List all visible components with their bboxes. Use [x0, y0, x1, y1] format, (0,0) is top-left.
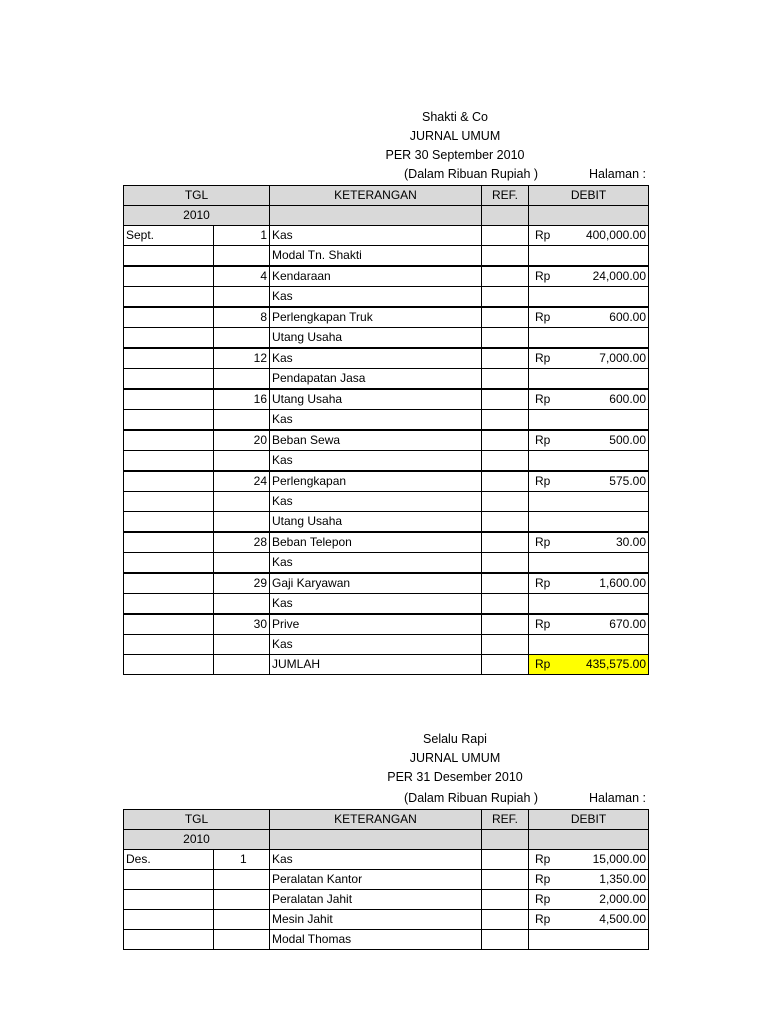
ref-cell [482, 930, 529, 950]
day-cell: 4 [214, 266, 270, 287]
col-header-tgl: TGL [124, 186, 270, 206]
month-cell [124, 930, 214, 950]
journal2-table [123, 809, 649, 950]
col-header-ref: REF. [482, 186, 529, 206]
month-cell [124, 870, 214, 890]
day-cell [214, 594, 270, 615]
account-cell: Kas [270, 635, 482, 655]
empty-cell [482, 206, 529, 226]
account-cell: Prive [270, 614, 482, 635]
table-row [124, 573, 649, 594]
currency-cell: Rp [529, 226, 569, 246]
month-cell [124, 635, 214, 655]
year-cell: 2010 [124, 830, 270, 850]
table-row [124, 287, 649, 308]
col-header-ref: REF. [482, 810, 529, 830]
table-row [124, 246, 649, 267]
table-row [124, 532, 649, 553]
table-row [124, 328, 649, 349]
day-cell: 16 [214, 389, 270, 410]
year-row [124, 206, 649, 226]
company-name: Selalu Rapi [423, 732, 487, 746]
debit-amount-cell: 400,000.00 [569, 226, 649, 246]
day-cell [214, 890, 270, 910]
table-row [124, 890, 649, 910]
debit-amount-cell: 1,600.00 [569, 573, 649, 594]
journal-period: PER 31 Desember 2010 [387, 770, 523, 784]
currency-cell: Rp [529, 389, 569, 410]
table-row [124, 553, 649, 574]
ref-cell [482, 328, 529, 349]
day-cell [214, 369, 270, 390]
day-cell: 29 [214, 573, 270, 594]
debit-amount-cell: 1,350.00 [569, 870, 649, 890]
currency-cell [529, 594, 569, 615]
ref-cell [482, 614, 529, 635]
ref-cell [482, 266, 529, 287]
debit-amount-cell [569, 369, 649, 390]
day-cell [214, 287, 270, 308]
account-cell: Modal Tn. Shakti [270, 246, 482, 267]
company-name: Shakti & Co [421, 110, 488, 124]
debit-amount-cell: 2,000.00 [569, 890, 649, 910]
col-header-tgl: TGL [124, 810, 270, 830]
total-currency: Rp [529, 655, 569, 675]
ref-cell [482, 635, 529, 655]
month-cell [124, 471, 214, 492]
account-cell: Kas [270, 594, 482, 615]
month-cell [124, 287, 214, 308]
ref-cell [482, 655, 529, 675]
year-cell: 2010 [124, 206, 270, 226]
account-cell: Mesin Jahit [270, 910, 482, 930]
debit-amount-cell [569, 512, 649, 533]
debit-amount-cell [569, 594, 649, 615]
table-row [124, 266, 649, 287]
account-cell: Utang Usaha [270, 389, 482, 410]
month-cell [124, 512, 214, 533]
empty-cell [529, 830, 649, 850]
currency-cell [529, 512, 569, 533]
table-row [124, 451, 649, 472]
month-cell [124, 430, 214, 451]
journal-title: JURNAL UMUM [409, 751, 501, 765]
table-row [124, 910, 649, 930]
empty-cell [124, 655, 214, 675]
ref-cell [482, 594, 529, 615]
table-row [124, 614, 649, 635]
debit-amount-cell: 500.00 [569, 430, 649, 451]
currency-cell: Rp [529, 307, 569, 328]
currency-cell [529, 246, 569, 267]
month-cell [124, 307, 214, 328]
table-row [124, 850, 649, 870]
debit-amount-cell [569, 328, 649, 349]
debit-amount-cell: 30.00 [569, 532, 649, 553]
journal-period: PER 30 September 2010 [385, 148, 525, 162]
month-cell [124, 910, 214, 930]
currency-cell [529, 635, 569, 655]
debit-amount-cell: 670.00 [569, 614, 649, 635]
day-cell: 24 [214, 471, 270, 492]
table-row [124, 307, 649, 328]
header-row [124, 186, 649, 206]
account-cell: Utang Usaha [270, 512, 482, 533]
account-cell: Beban Telepon [270, 532, 482, 553]
account-cell: Kas [270, 553, 482, 574]
empty-cell [270, 206, 482, 226]
table-row [124, 226, 649, 246]
month-cell [124, 328, 214, 349]
total-row [124, 655, 649, 675]
total-label: JUMLAH [270, 655, 482, 675]
ref-cell [482, 532, 529, 553]
account-cell: Beban Sewa [270, 430, 482, 451]
ref-cell [482, 910, 529, 930]
currency-cell: Rp [529, 850, 569, 870]
table-row [124, 410, 649, 431]
total-amount: 435,575.00 [569, 655, 649, 675]
day-cell: 1 [214, 850, 270, 870]
table-row [124, 492, 649, 512]
account-cell: Kas [270, 226, 482, 246]
journal1-table [123, 185, 649, 675]
ref-cell [482, 410, 529, 431]
day-cell: 30 [214, 614, 270, 635]
unit-note: (Dalam Ribuan Rupiah ) [404, 791, 539, 805]
account-cell: Modal Thomas [270, 930, 482, 950]
month-cell [124, 410, 214, 431]
account-cell: Peralatan Kantor [270, 870, 482, 890]
table-row [124, 512, 649, 533]
day-cell [214, 512, 270, 533]
account-cell: Kas [270, 451, 482, 472]
ref-cell [482, 307, 529, 328]
page-label: Halaman : [589, 791, 646, 805]
month-cell: Sept. [124, 226, 214, 246]
ref-cell [482, 369, 529, 390]
debit-amount-cell [569, 635, 649, 655]
month-cell [124, 890, 214, 910]
day-cell [214, 910, 270, 930]
month-cell [124, 266, 214, 287]
col-header-debit: DEBIT [529, 810, 649, 830]
day-cell [214, 410, 270, 431]
currency-cell [529, 492, 569, 512]
account-cell: Kas [270, 850, 482, 870]
page-label: Halaman : [589, 167, 646, 181]
day-cell [214, 635, 270, 655]
currency-cell [529, 287, 569, 308]
ref-cell [482, 553, 529, 574]
debit-amount-cell [569, 246, 649, 267]
account-cell: Kas [270, 348, 482, 369]
currency-cell [529, 553, 569, 574]
month-cell [124, 614, 214, 635]
currency-cell [529, 369, 569, 390]
empty-cell [529, 206, 649, 226]
debit-amount-cell: 24,000.00 [569, 266, 649, 287]
debit-amount-cell [569, 553, 649, 574]
journal2-heading [0, 730, 768, 787]
ref-cell [482, 348, 529, 369]
empty-cell [214, 655, 270, 675]
ref-cell [482, 389, 529, 410]
table-row [124, 369, 649, 390]
day-cell [214, 246, 270, 267]
account-cell: Kas [270, 410, 482, 431]
ref-cell [482, 850, 529, 870]
ref-cell [482, 573, 529, 594]
account-cell: Utang Usaha [270, 328, 482, 349]
table-row [124, 870, 649, 890]
table-row [124, 471, 649, 492]
account-cell: Kas [270, 287, 482, 308]
empty-cell [482, 830, 529, 850]
currency-cell: Rp [529, 266, 569, 287]
debit-amount-cell [569, 287, 649, 308]
ref-cell [482, 246, 529, 267]
month-cell [124, 389, 214, 410]
debit-amount-cell: 575.00 [569, 471, 649, 492]
ref-cell [482, 512, 529, 533]
debit-amount-cell: 4,500.00 [569, 910, 649, 930]
ref-cell [482, 471, 529, 492]
col-header-keterangan: KETERANGAN [270, 810, 482, 830]
currency-cell [529, 930, 569, 950]
debit-amount-cell [569, 492, 649, 512]
day-cell [214, 870, 270, 890]
journal1-heading [0, 108, 768, 165]
currency-cell [529, 410, 569, 431]
table-row [124, 430, 649, 451]
currency-cell: Rp [529, 614, 569, 635]
empty-cell [270, 830, 482, 850]
currency-cell: Rp [529, 430, 569, 451]
currency-cell: Rp [529, 532, 569, 553]
day-cell: 8 [214, 307, 270, 328]
ref-cell [482, 492, 529, 512]
ref-cell [482, 451, 529, 472]
currency-cell: Rp [529, 870, 569, 890]
debit-amount-cell [569, 451, 649, 472]
table-row [124, 389, 649, 410]
day-cell [214, 930, 270, 950]
account-cell: Pendapatan Jasa [270, 369, 482, 390]
currency-cell: Rp [529, 348, 569, 369]
year-row [124, 830, 649, 850]
table-row [124, 635, 649, 655]
unit-note: (Dalam Ribuan Rupiah ) [404, 167, 539, 181]
month-cell [124, 573, 214, 594]
day-cell [214, 553, 270, 574]
debit-amount-cell [569, 930, 649, 950]
currency-cell [529, 328, 569, 349]
ref-cell [482, 430, 529, 451]
day-cell: 1 [214, 226, 270, 246]
day-cell [214, 492, 270, 512]
month-cell [124, 348, 214, 369]
account-cell: Gaji Karyawan [270, 573, 482, 594]
day-cell: 28 [214, 532, 270, 553]
month-cell [124, 594, 214, 615]
account-cell: Kas [270, 492, 482, 512]
debit-amount-cell: 15,000.00 [569, 850, 649, 870]
debit-amount-cell [569, 410, 649, 431]
debit-amount-cell: 600.00 [569, 389, 649, 410]
table-row [124, 930, 649, 950]
day-cell [214, 328, 270, 349]
day-cell: 12 [214, 348, 270, 369]
month-cell [124, 246, 214, 267]
ref-cell [482, 226, 529, 246]
month-cell [124, 532, 214, 553]
table-row [124, 348, 649, 369]
ref-cell [482, 890, 529, 910]
currency-cell [529, 451, 569, 472]
ref-cell [482, 870, 529, 890]
journal-title: JURNAL UMUM [409, 129, 501, 143]
month-cell: Des. [124, 850, 214, 870]
month-cell [124, 369, 214, 390]
account-cell: Peralatan Jahit [270, 890, 482, 910]
currency-cell: Rp [529, 890, 569, 910]
header-row [124, 810, 649, 830]
debit-amount-cell: 600.00 [569, 307, 649, 328]
account-cell: Kendaraan [270, 266, 482, 287]
col-header-keterangan: KETERANGAN [270, 186, 482, 206]
currency-cell: Rp [529, 573, 569, 594]
day-cell: 20 [214, 430, 270, 451]
col-header-debit: DEBIT [529, 186, 649, 206]
account-cell: Perlengkapan Truk [270, 307, 482, 328]
debit-amount-cell: 7,000.00 [569, 348, 649, 369]
ref-cell [482, 287, 529, 308]
table-row [124, 594, 649, 615]
currency-cell: Rp [529, 471, 569, 492]
account-cell: Perlengkapan [270, 471, 482, 492]
currency-cell: Rp [529, 910, 569, 930]
day-cell [214, 451, 270, 472]
month-cell [124, 451, 214, 472]
month-cell [124, 492, 214, 512]
month-cell [124, 553, 214, 574]
